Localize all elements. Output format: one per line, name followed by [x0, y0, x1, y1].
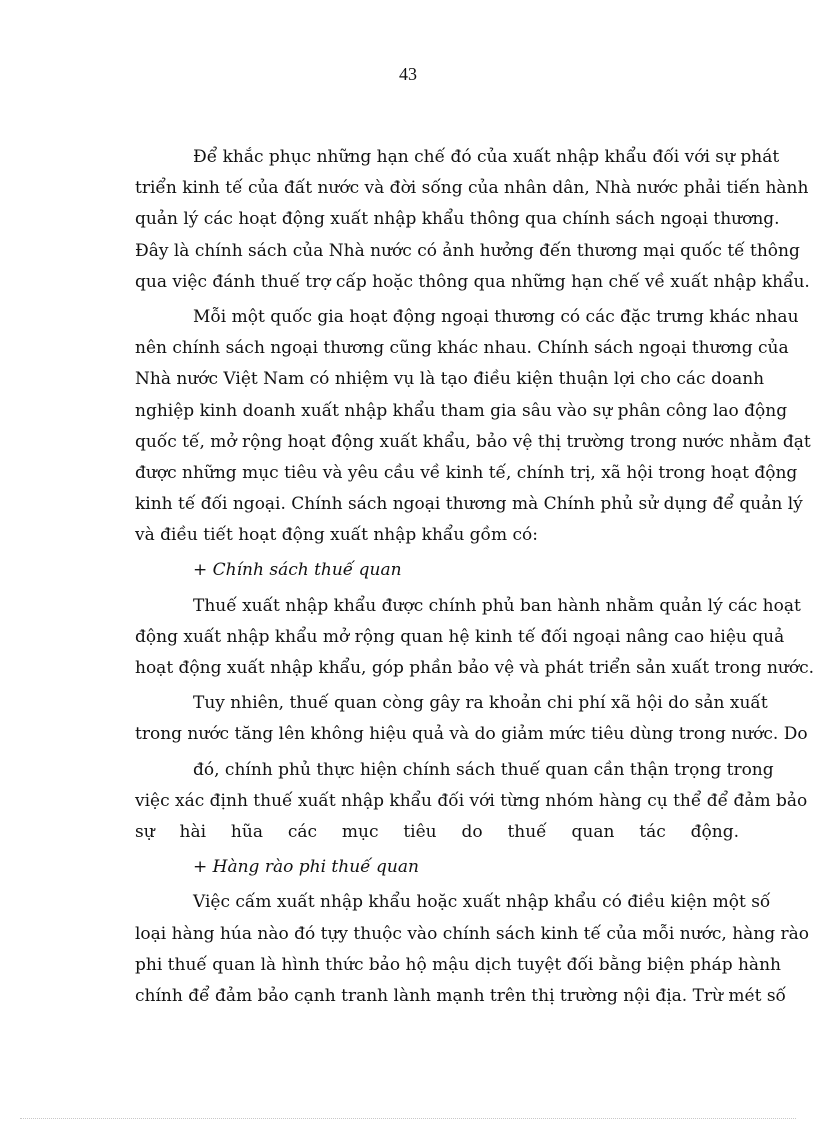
text-line: Tuy nhiên, thuế quan còng gây ra khoản chi phí xã hội do sản xuất: [193, 693, 768, 714]
text-line: việc xác định thuế xuất nhập khẩu đối với từng nhóm hàng cụ thể để đảm bảo: [135, 790, 808, 811]
section-heading-tariff-policy: + Chính sách thuế quan: [193, 560, 402, 581]
text-line: được những mục tiêu và yêu cầu về kinh tế, chính trị, xã hội trong hoạt động: [135, 462, 798, 483]
text-line: loại hàng húa nào đó tựy thuộc vào chính sách kinh tế của mỗi nước, hàng rào: [135, 923, 810, 944]
text-line: trong nước tăng lên không hiệu quả và do giảm mức tiêu dùng trong nước. Do: [135, 724, 808, 745]
paragraph: [135, 887, 810, 1012]
text-line: kinh tế đối ngoại. Chính sách ngoại thương mà Chính phủ sử dụng để quản lý: [135, 494, 803, 515]
text-line: đó, chính phủ thực hiện chính sách thuế quan cần thận trọng trong: [193, 759, 774, 780]
text-line: Thuế xuất nhập khẩu được chính phủ ban hành nhằm quản lý các hoạt: [193, 595, 801, 616]
document-body: [135, 142, 815, 1012]
text-line: chính để đảm bảo cạnh tranh lành mạnh trên thị trường nội địa. Trừ mét số: [135, 985, 786, 1006]
text-line: hoạt động xuất nhập khẩu, góp phần bảo vệ và phát triển sản xuất trong nước.: [135, 658, 815, 678]
paragraph: [135, 591, 815, 685]
text-line: phi thuế quan là hình thức bảo hộ mậu dịch tuyệt đối bằng biện pháp hành: [135, 954, 781, 975]
paragraph: [135, 688, 808, 750]
text-line: động xuất nhập khẩu mở rộng quan hệ kinh tế đối ngoại nâng cao hiệu quả: [135, 626, 785, 647]
section-heading-non-tariff-barriers: + Hàng rào phi thuế quan: [193, 857, 419, 878]
text-line: Việc cấm xuất nhập khẩu hoặc xuất nhập khẩu có điều kiện một số: [193, 892, 771, 913]
paragraph: [135, 302, 811, 552]
text-line: quản lý các hoạt động xuất nhập khẩu thông qua chính sách ngoại thương.: [135, 209, 780, 230]
text-line: sự hài hũa các mục tiêu do thuế quan tác động.: [135, 821, 739, 842]
text-line: quốc tế, mở rộng hoạt động xuất khẩu, bảo vệ thị trường trong nước nhằm đạt: [135, 431, 811, 452]
text-line: nghiệp kinh doanh xuất nhập khẩu tham gia sâu vào sự phân công lao động: [135, 400, 788, 421]
text-line: Nhà nước Việt Nam có nhiệm vụ là tạo điều kiện thuận lợi cho các doanh: [135, 369, 765, 390]
paragraph: [135, 755, 808, 849]
text-line: nên chính sách ngoại thương cũng khác nhau. Chính sách ngoại thương của: [135, 338, 789, 359]
page-number: 43: [399, 64, 417, 84]
text-line: triển kinh tế của đất nước và đời sống của nhân dân, Nhà nước phải tiến hành: [135, 178, 809, 199]
page-bottom-divider: [20, 1118, 796, 1119]
text-line: và điều tiết hoạt động xuất nhập khẩu gồm có:: [135, 525, 538, 546]
text-line: qua việc đánh thuế trợ cấp hoặc thông qua những hạn chế về xuất nhập khẩu.: [135, 271, 810, 292]
paragraph: [135, 142, 810, 298]
text-line: Để khắc phục những hạn chế đó của xuất nhập khẩu đối với sự phát: [193, 147, 780, 167]
text-line: Đây là chính sách của Nhà nước có ảnh hưởng đến thương mại quốc tế thông: [135, 240, 800, 261]
text-line: Mỗi một quốc gia hoạt động ngoại thương có các đặc trưng khác nhau: [193, 306, 799, 327]
